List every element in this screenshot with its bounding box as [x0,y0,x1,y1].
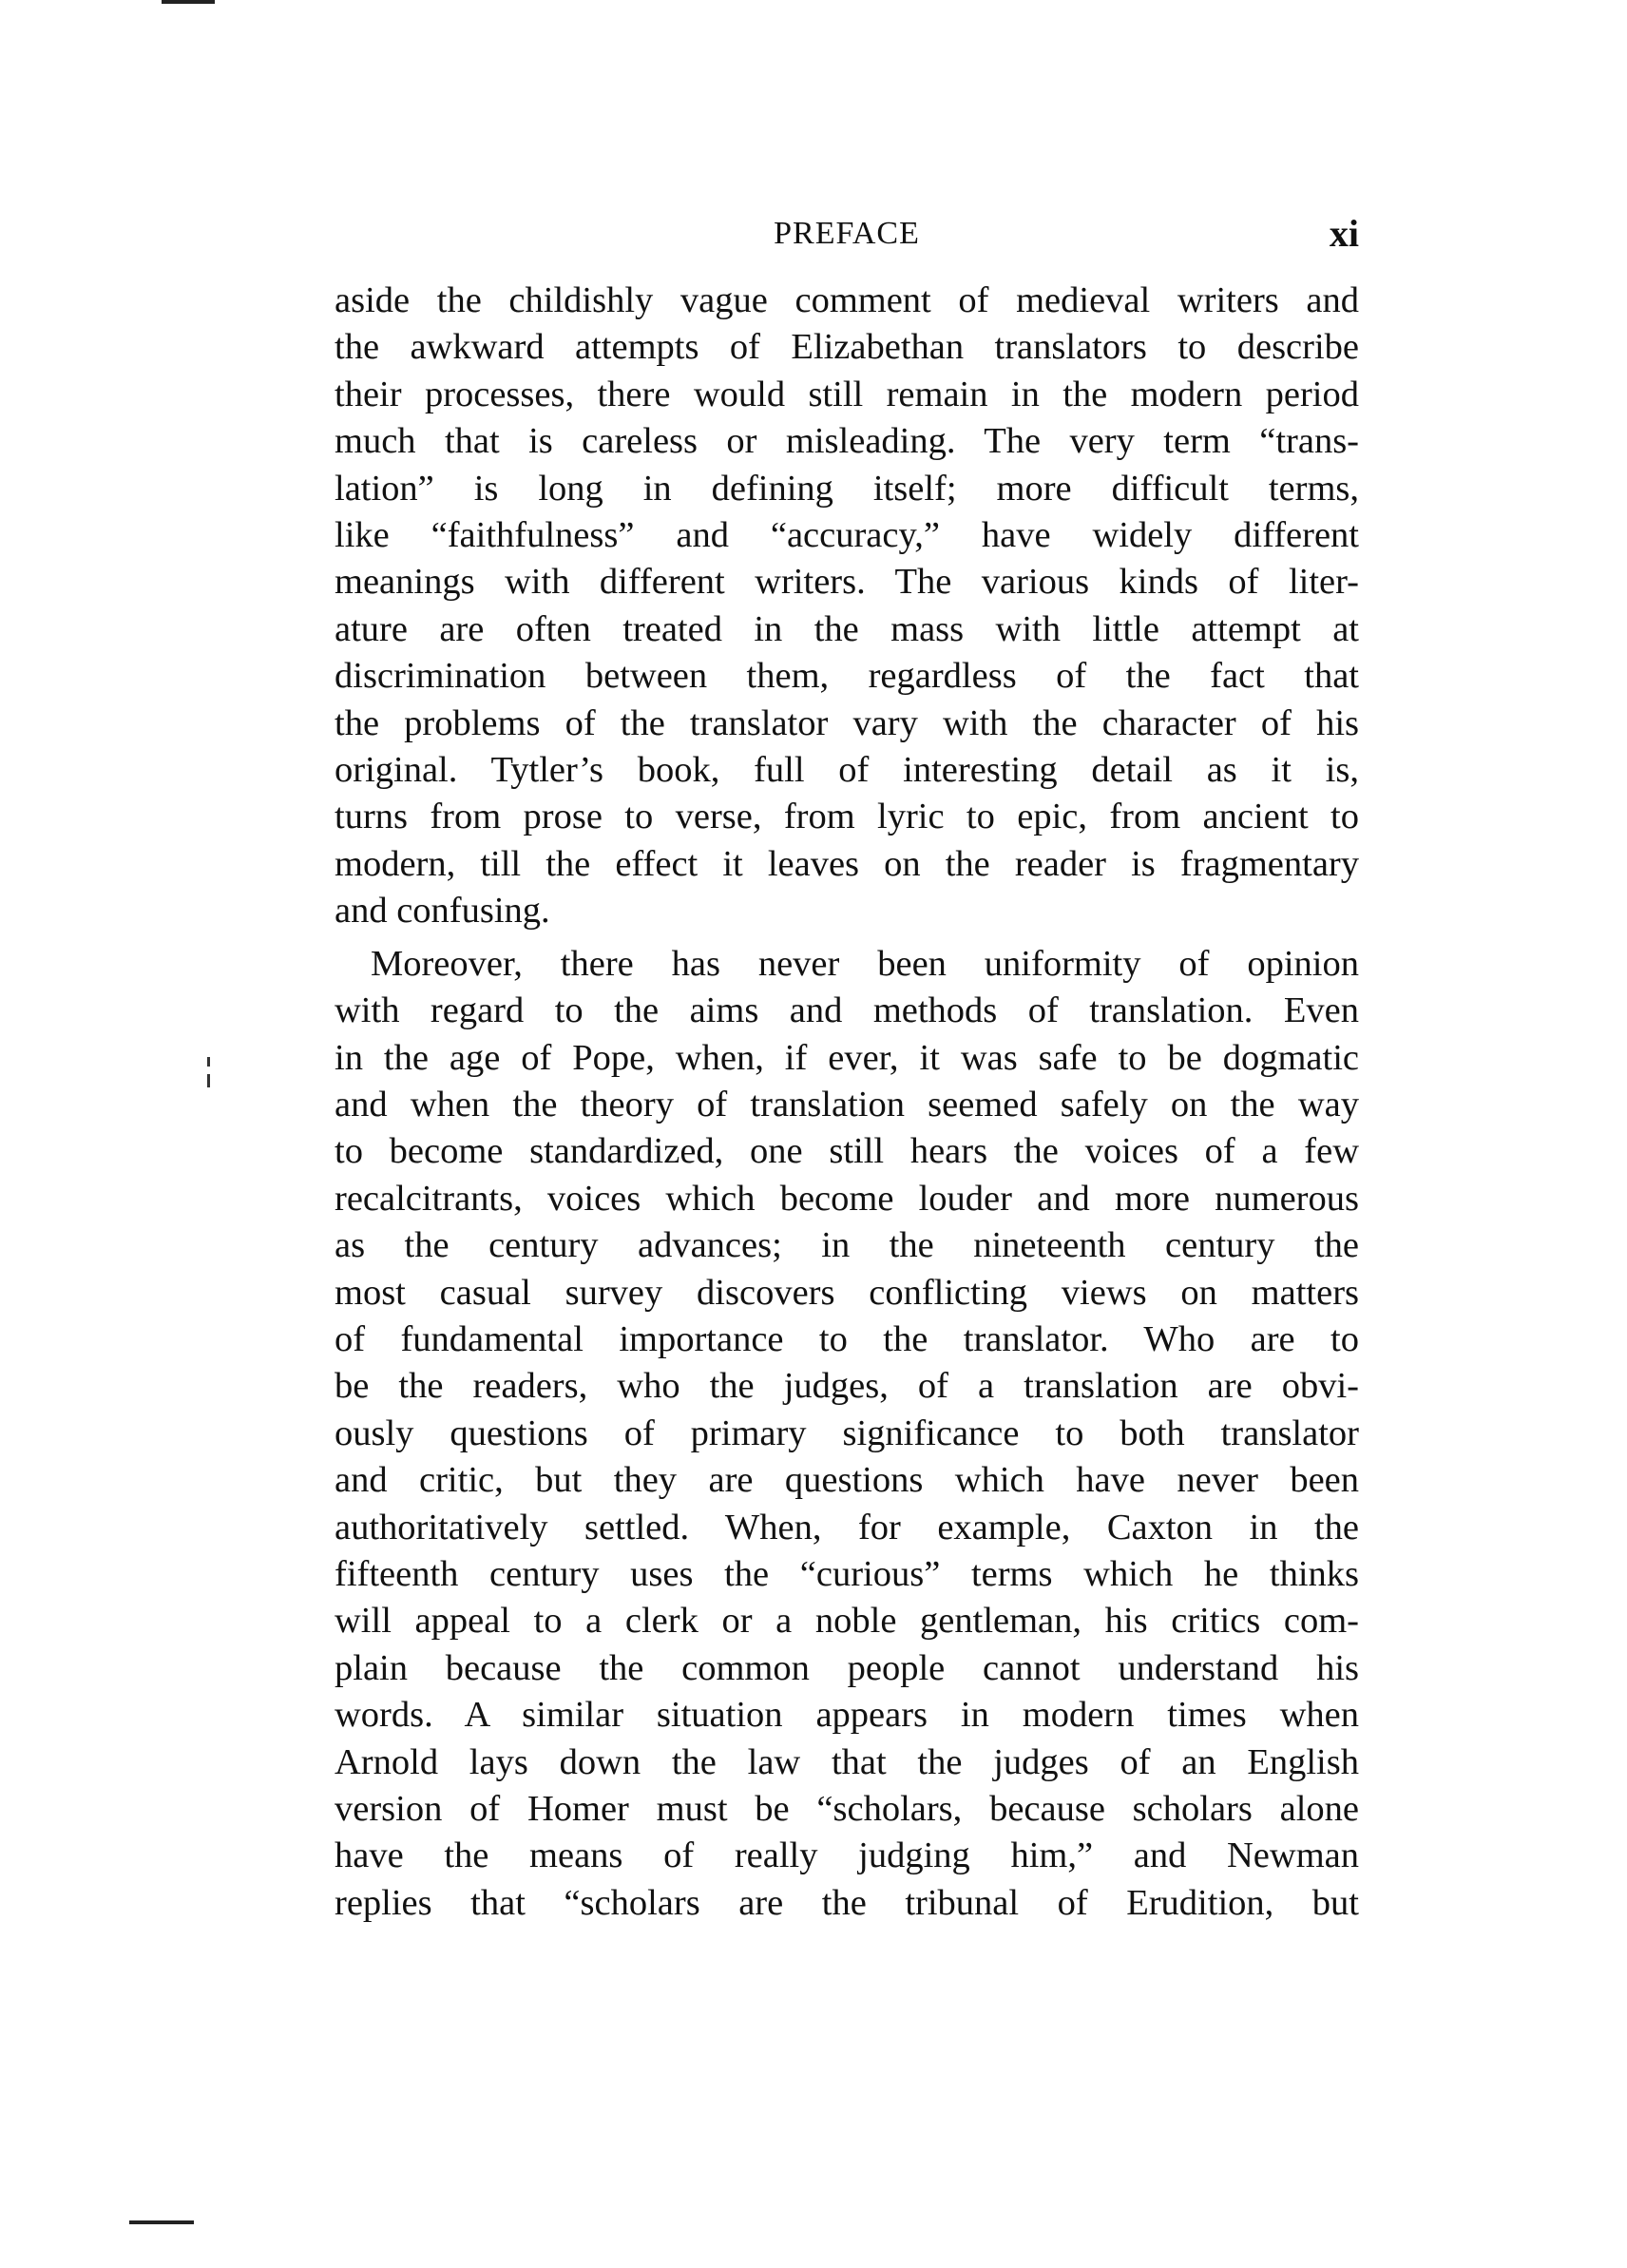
running-title: PREFACE [774,216,920,251]
text-line: fifteenth century uses the “curious” terms which he thinks [335,1553,1359,1594]
text-line: lation” is long in defining itself; more difficult terms, [335,468,1359,509]
text-line: have the means of really judging him,” and Newman [335,1836,1359,1876]
text-line: be the readers, who the judges, of a translation are obvi- [335,1366,1359,1407]
paragraph-2 [335,941,1359,1928]
text-line: will appeal to a clerk or a noble gentleman, his critics com- [335,1601,1359,1642]
running-head [335,207,1359,260]
page-number: xi [1329,212,1359,255]
text-line: with regard to the aims and methods of translation. Even [335,990,1359,1031]
body-text [335,278,1359,1927]
text-line: like “faithfulness” and “accuracy,” have widely different [335,515,1359,556]
text-line: words. A similar situation appears in modern times when [335,1695,1359,1736]
text-line: Arnold lays down the law that the judges of an English [335,1741,1359,1782]
text-line: replies that “scholars are the tribunal of Erudition, but [335,1882,1359,1923]
text-line: discrimination between them, regardless of the fact that [335,656,1359,697]
text-line: Moreover, there has never been uniformity of opinion [371,943,1359,984]
text-line: aside the childishly vague comment of medieval writers and [335,280,1359,320]
text-line: the problems of the translator vary with the character of his [335,702,1359,743]
text-line: and when the theory of translation seemed safely on the way [335,1084,1359,1124]
text-line: as the century advances; in the nineteenth century the [335,1225,1359,1266]
text-line: turns from prose to verse, from lyric to epic, from ancient to [335,797,1359,837]
text-line: their processes, there would still remain in the modern period [335,374,1359,414]
text-line: authoritatively settled. When, for example, Caxton in the [335,1507,1359,1547]
text-line: in the age of Pope, when, if ever, it was safe to be dogmatic [335,1037,1359,1078]
text-line: original. Tytler’s book, full of interesting detail as it is, [335,750,1359,791]
text-line: and confusing. [335,891,550,932]
margin-tick-mark [207,1074,210,1087]
text-line: to become standardized, one still hears the voices of a few [335,1131,1359,1172]
text-line: much that is careless or misleading. The very term “trans- [335,421,1359,462]
scan-edge-mark-top [162,0,215,4]
text-line: of fundamental importance to the translator. Who are to [335,1318,1359,1359]
text-line: plain because the common people cannot understand his [335,1647,1359,1688]
text-line: meanings with different writers. The various kinds of liter- [335,562,1359,603]
text-line: ature are often treated in the mass with little attempt at [335,608,1359,649]
text-line: modern, till the effect it leaves on the reader is fragmentary [335,843,1359,884]
scan-edge-mark-bottom [129,2220,194,2224]
text-line: and critic, but they are questions which have never been [335,1460,1359,1501]
paragraph-1 [335,278,1359,935]
text-line: ously questions of primary significance to both translator [335,1413,1359,1453]
text-line: the awkward attempts of Elizabethan translators to describe [335,327,1359,368]
text-line: most casual survey discovers conflicting views on matters [335,1272,1359,1313]
text-line: recalcitrants, voices which become louder and more numerous [335,1178,1359,1219]
text-line: version of Homer must be “scholars, because scholars alone [335,1789,1359,1829]
margin-tick-mark [207,1057,210,1067]
